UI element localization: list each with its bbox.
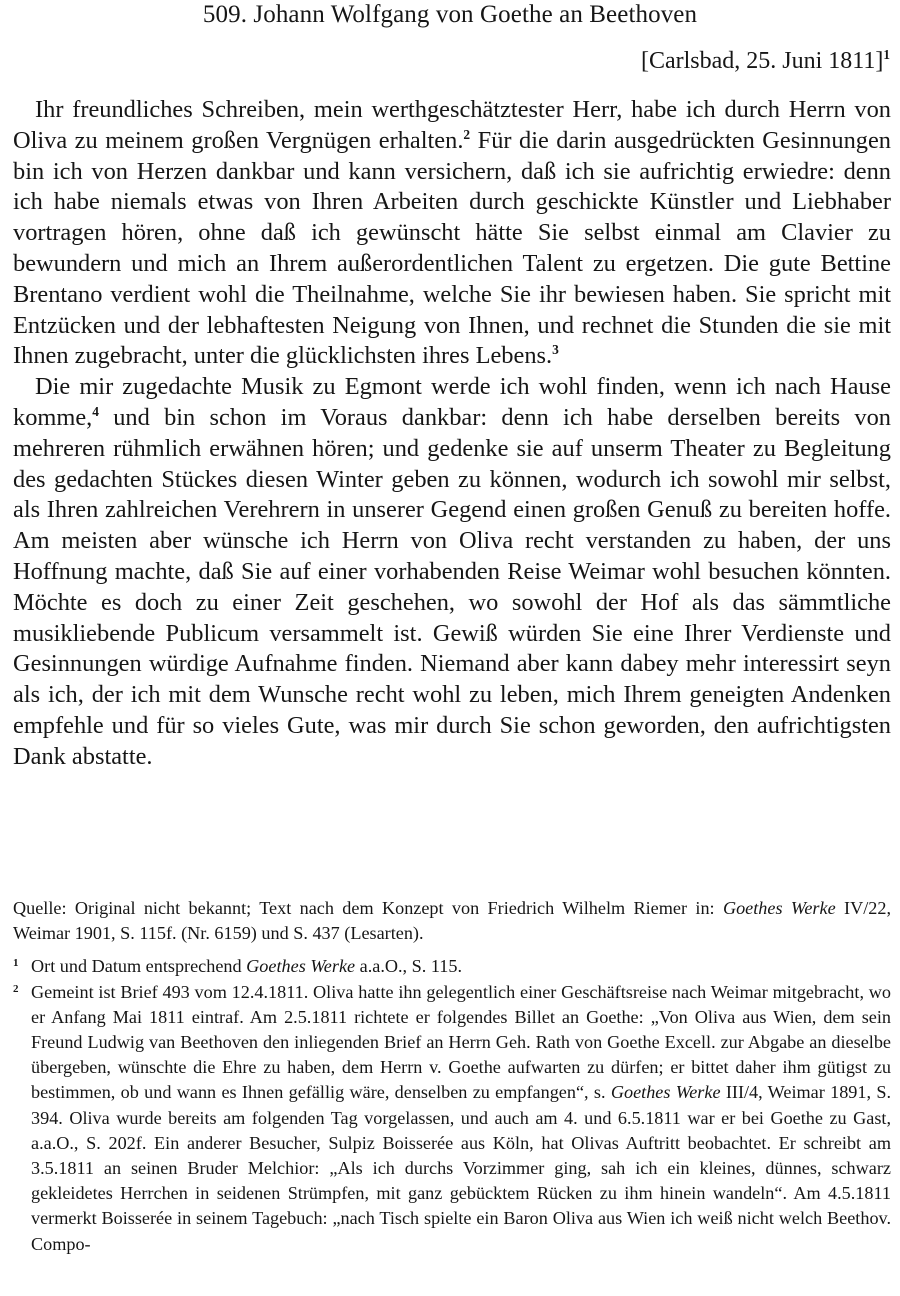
footnote-reference: 4 (92, 403, 99, 419)
letter-body (13, 95, 891, 773)
footnote-item (13, 980, 891, 1257)
footnote-text (31, 980, 891, 1257)
footnote-segment: Gemeint ist Brief 493 vom 12.4.1811. Oliva hatte ihn gelegentlich einer Geschäftsreise nach Weimar mitgebracht, wo er Anfang Mai 1811 eintraf. Am 2.5.1811 richtete er folgendes Billet an Goethe: „Von Oliva aus Wien, dem sein Freund Ludwig van Beethoven den inliegenden Brief an Herrn Geh. Rath von Goethe Excell. zur Abgabe an dieselbe übergeben, wünschte die Ehre zu haben, dem Herrn v. Goethe aufwarten zu dürfen; er bittet daher ihm gütigst zu bestimmen, ob und wann es Ihnen gefällig wäre, denselben zu empfangen“, s. (31, 981, 891, 1103)
footnote-reference: 2 (463, 126, 471, 142)
footnote-marker: 2 (13, 982, 19, 995)
footnote-text (31, 954, 891, 979)
paragraph-text: und bin schon im Voraus dankbar: denn ich habe derselben bereits von mehreren rühmlich erwähnen hören; und gedenke sie auf unserm Theater zu Begleitung des gedachten Stückes diesen Winter geben zu können, wodurch ich sowohl mir selbst, als Ihren zahlreichen Verehrern in unserer Gegend einen großen Genuß zu bereiten hoffe. Am meisten aber wünsche ich Herrn von Oliva recht verstanden zu haben, der uns Hoffnung machte, daß Sie auf einer vorhabenden Reise Weimar wohl besuchen könnten. Möchte es doch zu einer Zeit geschehen, wo sowohl der Hof als das sämmtliche musikliebende Publicum versammelt ist. Gewiß würden Sie eine Ihrer Verdienste und Gesinnungen würdige Aufnahme finden. Niemand aber kann dabey mehr interessirt seyn als ich, der ich mit dem Wunsche recht wohl zu leben, mich Ihrem geneigten Andenken empfehle und für so vieles Gute, was mir durch Sie schon geworden, den aufrichtigsten Dank abstatte. (13, 403, 891, 770)
footnote-work-title: Goethes Werke (246, 956, 356, 977)
dateline-text: [Carlsbad, 25. Juni 1811] (640, 48, 884, 74)
letter-paragraph (13, 95, 891, 372)
paragraph-text: Die mir zugedachte Musik zu Egmont werde ich wohl finden, wenn ich nach Hause komme, (13, 373, 891, 431)
paragraph-text: Ihr freundliches Schreiben, mein werthgeschätztester Herr, habe ich durch Herrn von Oliva zu meinem großen Vergnügen erhalten. (13, 96, 891, 154)
footnote-marker: 1 (13, 957, 19, 970)
source-prefix: Quelle: Original nicht bekannt; Text nach dem Konzept von Friedrich Wilhelm Riemer in: (13, 898, 723, 918)
source-note (13, 896, 891, 946)
footnote-segment: III/4, Weimar 1891, S. 394. Oliva wurde bereits am folgenden Tag vorgelassen, und auch am 4. und 6.5.1811 war er bei Goethe zu Gast, a.a.O., S. 202f. Ein anderer Besucher, Sulpiz Boisserée aus Köln, hat Olivas Auftritt beobachtet. Er schreibt am 3.5.1811 an seinen Bruder Melchior: „Als ich durchs Vorzimmer ging, sah ich ein kleines, dünnes, schwarz gekleidetes Herrchen in seidenen Strümpfen, mit ganz gebücktem Rücken zu ihm hinein wandeln“. Am 4.5.1811 vermerkt Boisserée in seinem Tagebuch: „nach Tisch spielte ein Baron Oliva aus Wien ich weiß nicht welch Beethov. Compo- (31, 1082, 891, 1254)
footnote-segment: Ort und Datum entsprechend (31, 956, 247, 977)
notes-section (13, 896, 891, 1257)
dateline (641, 44, 890, 78)
footnote-reference: 3 (552, 342, 559, 358)
source-suffix: IV/22, Weimar 1901, S. 115f. (Nr. 6159) und S. 437 (Lesarten). (13, 898, 892, 944)
letter-paragraph (13, 372, 891, 772)
footnote-item (13, 954, 891, 979)
letter-heading: 509. Johann Wolfgang von Goethe an Beethoven (202, 1, 698, 28)
source-work-title: Goethes Werke (722, 898, 836, 918)
footnote-reference: 1 (883, 47, 890, 62)
paragraph-text: Für die darin ausgedrückten Gesinnungen bin ich von Herzen dankbar und kann versichern, daß ich sie aufrichtig erwiedre: denn ich habe niemals etwas von Ihren Arbeiten durch geschickte Künstler und Liebhaber vortragen hören, ohne daß ich gewünscht hätte Sie selbst einmal am Clavier zu bewundern und mich an Ihrem außerordentlichen Talent zu ergetzen. Die gute Bettine Brentano verdient wohl die Theilnahme, welche Sie ihr bewiesen haben. Sie spricht mit Entzücken und der lebhaftesten Neigung von Ihnen, und rechnet die Stunden die sie mit Ihnen zugebracht, unter die glücklichsten ihres Lebens. (13, 126, 891, 370)
footnote-segment: a.a.O., S. 115. (355, 956, 463, 977)
footnote-work-title: Goethes Werke (610, 1082, 721, 1103)
